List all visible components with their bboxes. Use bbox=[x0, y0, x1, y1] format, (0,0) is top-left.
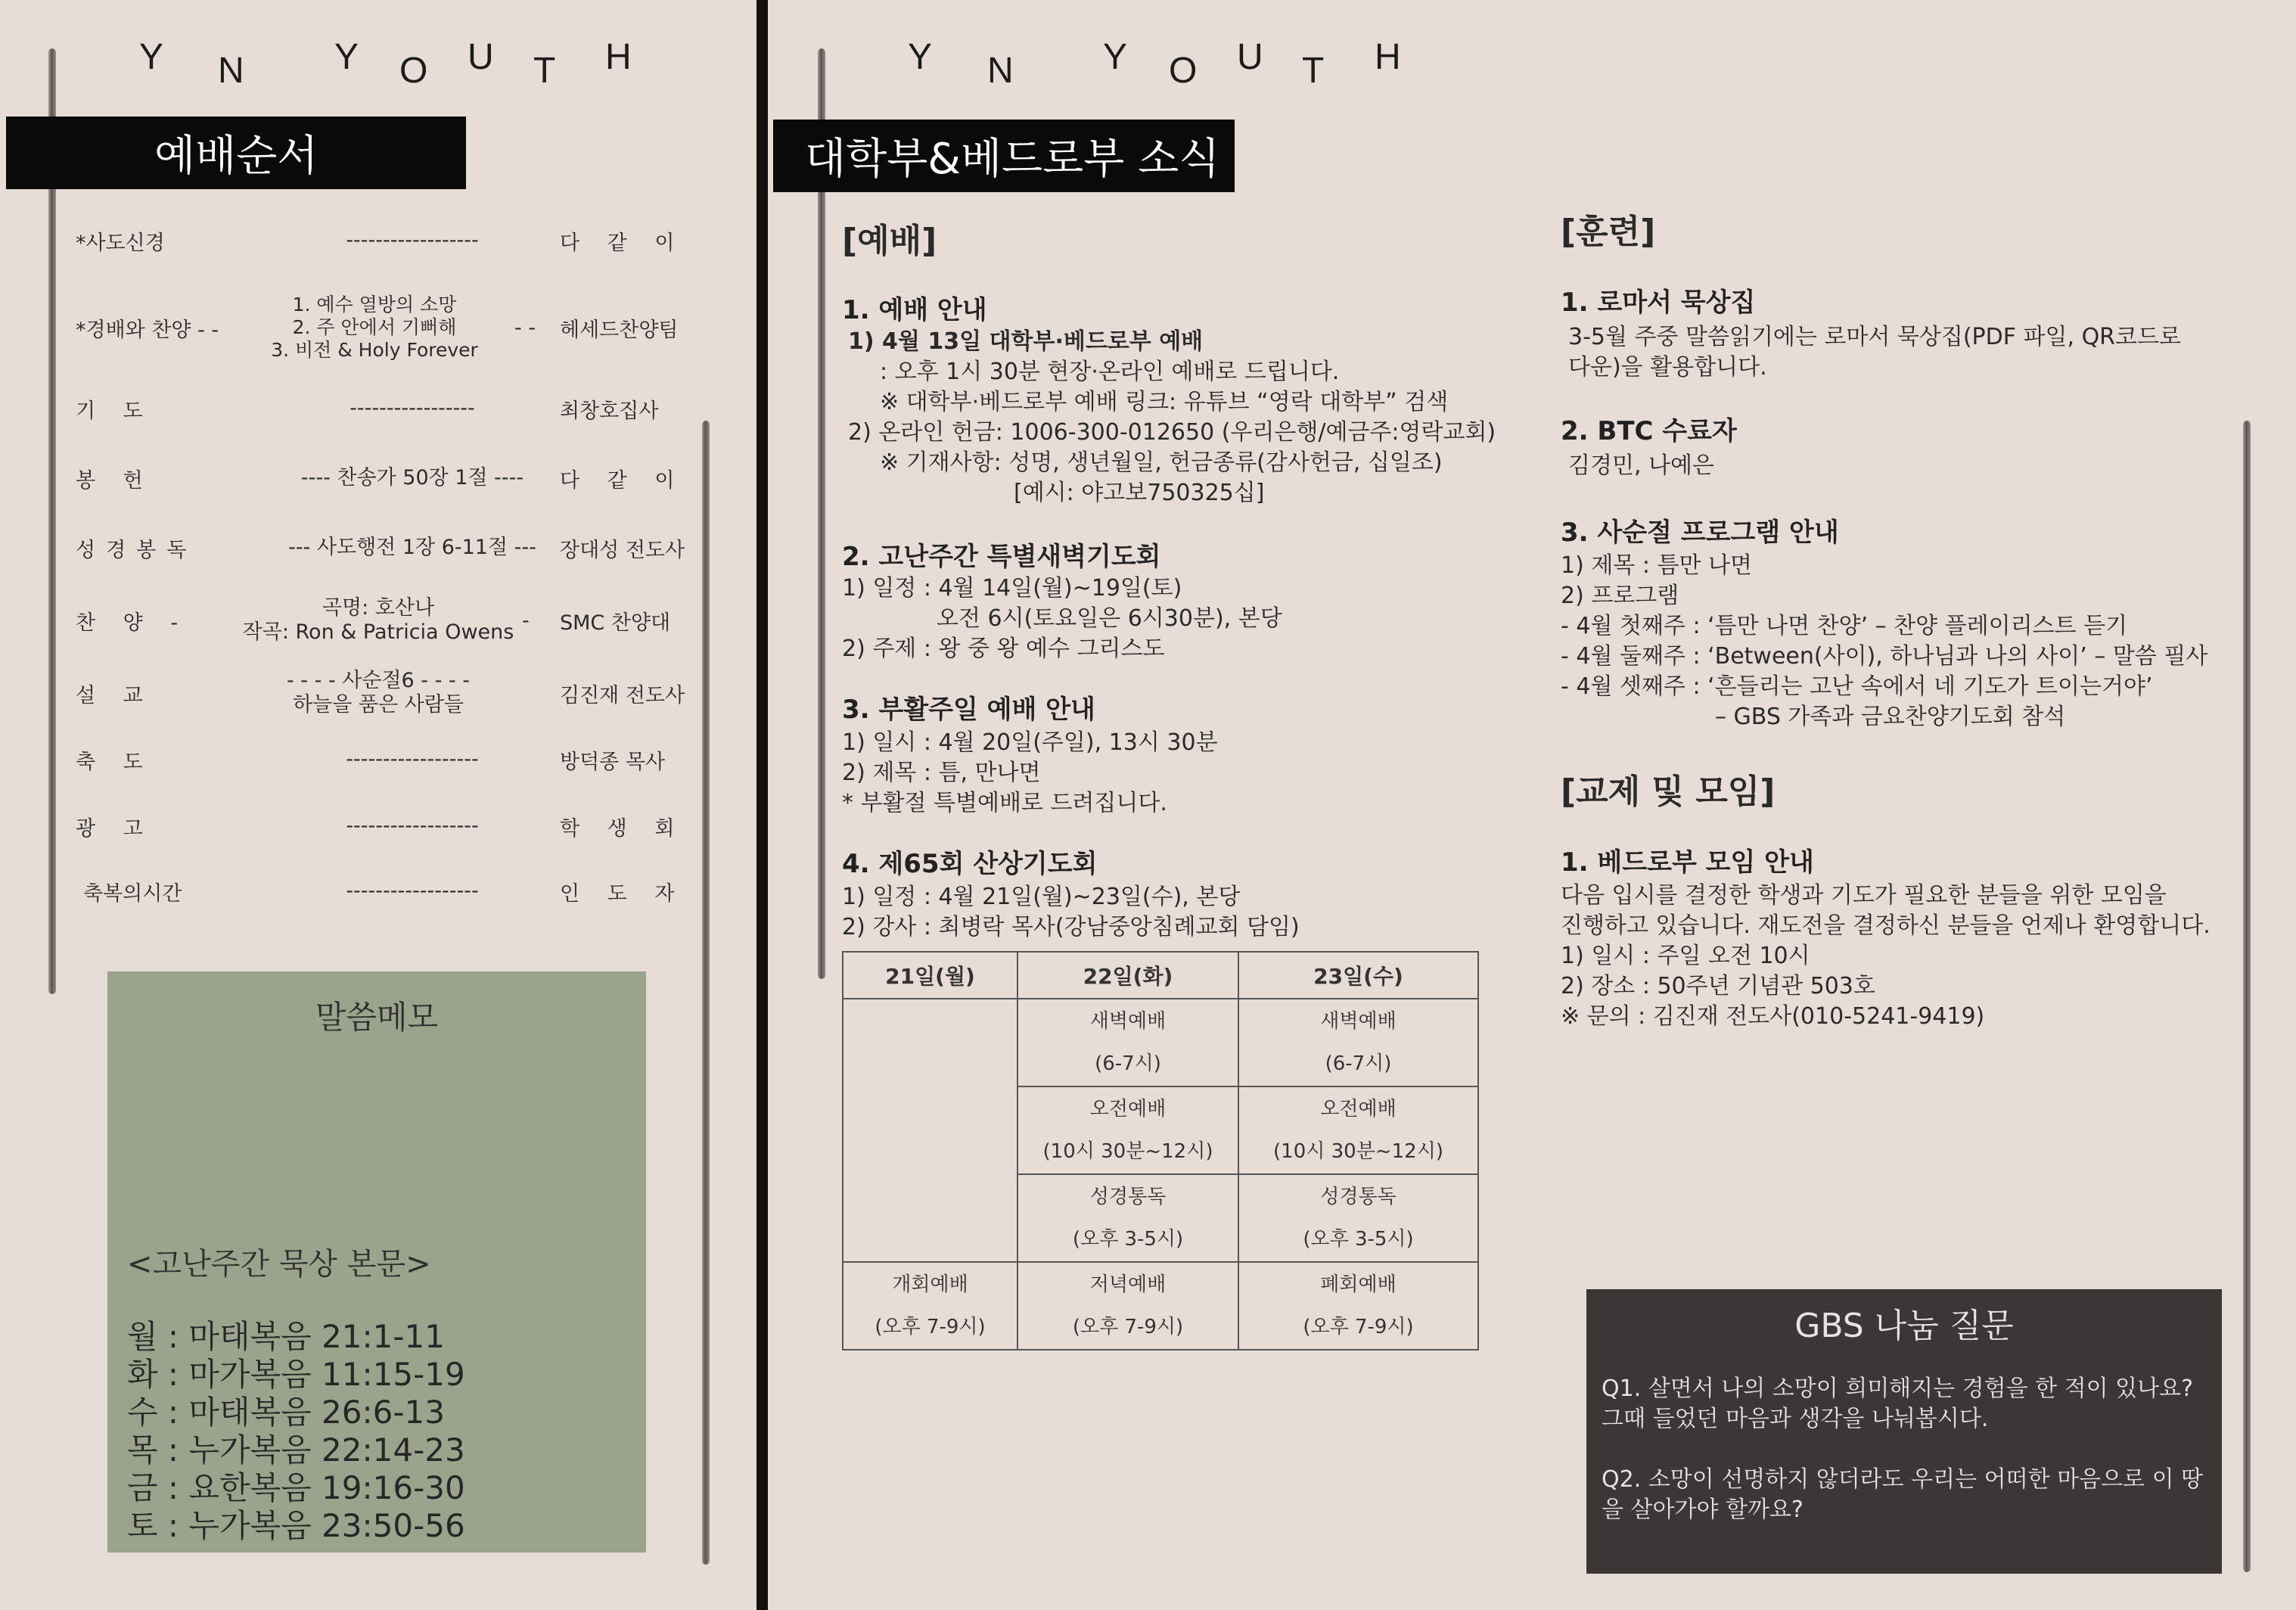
order-detail: - - - - 사순절6 - - - - 하늘을 품은 사람들 bbox=[286, 668, 471, 716]
text-line: ※ 대학부·베드로부 예배 링크: 유튜브 “영락 대학부” 검색 bbox=[880, 389, 1449, 415]
brand-letter: Y bbox=[139, 37, 164, 77]
brand-letter: O bbox=[399, 51, 428, 91]
order-leader: 학 생 회 bbox=[560, 816, 685, 841]
brand-letter: U bbox=[468, 37, 494, 77]
text-line: [예시: 야고보750325십] bbox=[1014, 480, 1265, 506]
brand-letter: T bbox=[533, 51, 556, 91]
brush-stroke bbox=[702, 421, 710, 1565]
text-line: - 4월 둘째주 : ‘Between(사이), 하나님과 나의 사이’ – 말씀 필사 bbox=[1561, 643, 2208, 670]
table-row bbox=[843, 1262, 1478, 1350]
gbs-question-box bbox=[1586, 1289, 2222, 1574]
section-title: 3. 사순절 프로그램 안내 bbox=[1561, 518, 1839, 548]
text-line: - 4월 첫째주 : ‘틈만 나면 찬양’ – 찬양 플레이리스트 듣기 bbox=[1561, 613, 2128, 639]
order-row bbox=[76, 448, 696, 508]
text-line: ※ 문의 : 김진재 전도사(010-5241-9419) bbox=[1561, 1003, 1985, 1030]
table-header: 22일(화) bbox=[1018, 952, 1238, 999]
brand-letter: Y bbox=[334, 37, 359, 77]
gbs-title: GBS 나눔 질문 bbox=[1794, 1307, 2014, 1345]
text-line: 1) 제목 : 틈만 나면 bbox=[1561, 552, 1752, 579]
order-row bbox=[76, 663, 696, 723]
order-row bbox=[76, 729, 696, 790]
text-line: 1) 일시 : 주일 오전 10시 bbox=[1561, 943, 1810, 969]
order-row bbox=[76, 590, 696, 651]
table-row bbox=[843, 999, 1478, 1086]
table-header: 23일(수) bbox=[1238, 952, 1478, 999]
worship-heading: [예배] bbox=[842, 222, 937, 260]
section-title: 2. BTC 수료자 bbox=[1561, 416, 1737, 446]
order-detail: ------------------ bbox=[346, 228, 479, 252]
order-dash: - - bbox=[514, 315, 536, 340]
brand-letter: Y bbox=[908, 37, 933, 77]
order-leader: 김진재 전도사 bbox=[560, 683, 685, 707]
memo-verse: 목 : 누가복음 22:14-23 bbox=[127, 1431, 465, 1469]
gbs-question: Q2. 소망이 선명하지 않더라도 우리는 어떠한 마음으로 이 땅 을 살아가야 할까요? bbox=[1602, 1466, 2204, 1523]
order-item: *사도신경 bbox=[76, 231, 165, 255]
order-row bbox=[76, 210, 696, 271]
brand-letter: N bbox=[218, 51, 244, 91]
order-leader: SMC 찬양대 bbox=[560, 611, 671, 635]
brand-letter: H bbox=[605, 37, 632, 77]
brand-letter: U bbox=[1237, 37, 1263, 77]
order-detail: ------------------ bbox=[346, 813, 479, 838]
text-line: 오전 6시(토요일은 6시30분), 본당 bbox=[937, 605, 1282, 632]
order-item: 찬 양 - bbox=[76, 611, 189, 635]
table-cell: 개회예배 (오후 7-9시) bbox=[843, 1262, 1018, 1350]
table-cell bbox=[843, 999, 1018, 1262]
text-line: - 4월 셋째주 : ‘흔들리는 고난 속에서 네 기도가 트이는거야’ bbox=[1561, 673, 2153, 700]
order-leader: 최창호집사 bbox=[560, 399, 659, 423]
page-divider bbox=[757, 0, 768, 1610]
table-cell: 오전예배 (10시 30분~12시) bbox=[1238, 1086, 1478, 1174]
order-detail: --- 사도행전 1장 6-11절 --- bbox=[288, 535, 536, 559]
order-row bbox=[76, 378, 696, 439]
order-leader: 헤세드찬양팀 bbox=[560, 318, 679, 342]
banner-title: 예배순서 bbox=[154, 132, 318, 181]
table-cell: 성경통독 (오후 3-5시) bbox=[1018, 1174, 1238, 1262]
fellowship-heading: [교제 및 모임] bbox=[1561, 772, 1776, 811]
table-cell: 폐회예배 (오후 7-9시) bbox=[1238, 1262, 1478, 1350]
text-line: 김경민, 나예은 bbox=[1568, 452, 1714, 479]
text-line: 2) 온라인 헌금: 1006-300-012650 (우리은행/예금주:영락교회) bbox=[848, 419, 1496, 446]
text-line: 2) 프로그램 bbox=[1561, 583, 1679, 609]
order-dash: - bbox=[522, 608, 530, 632]
text-line: : 오후 1시 30분 현장·온라인 예배로 드립니다. bbox=[880, 359, 1340, 385]
text-line: 2) 제목 : 틈, 만나면 bbox=[842, 760, 1041, 786]
memo-verse: 월 : 마태복음 21:1-11 bbox=[127, 1318, 445, 1355]
text-line: 3-5월 주중 말씀읽기에는 로마서 묵상집(PDF 파일, QR코드로 bbox=[1568, 324, 2181, 350]
order-item: 기 도 bbox=[76, 399, 154, 423]
order-detail: ------------------ bbox=[346, 747, 479, 771]
section-title: 1. 로마서 묵상집 bbox=[1561, 288, 1756, 318]
section-title: 1. 예배 안내 bbox=[842, 295, 987, 325]
text-line: * 부활절 특별예배로 드려집니다. bbox=[842, 790, 1167, 816]
worship-order-banner bbox=[6, 117, 466, 189]
memo-verse: 토 : 누가복음 23:50-56 bbox=[127, 1507, 465, 1544]
text-line: 1) 4월 13일 대학부·베드로부 예배 bbox=[848, 328, 1204, 355]
text-line: 다운)을 활용합니다. bbox=[1568, 354, 1767, 381]
text-line: 2) 강사 : 최병락 목사(강남중앙침례교회 담임) bbox=[842, 914, 1300, 940]
table-cell: 저녁예배 (오후 7-9시) bbox=[1018, 1262, 1238, 1350]
prayer-schedule-table bbox=[842, 951, 1479, 1350]
brand-letter: T bbox=[1302, 51, 1325, 91]
banner-title: 대학부&베드로부 소식 bbox=[805, 135, 1220, 184]
order-item: 성경봉독 bbox=[76, 538, 197, 562]
order-item: 광 고 bbox=[76, 816, 154, 841]
order-detail: ---- 찬송가 50장 1절 ---- bbox=[300, 465, 524, 490]
order-leader: 방덕종 목사 bbox=[560, 750, 665, 774]
text-line: 진행하고 있습니다. 재도전을 결정하신 분들을 언제나 환영합니다. bbox=[1561, 912, 2211, 939]
text-line: 1) 일시 : 4월 20일(주일), 13시 30분 bbox=[842, 729, 1218, 756]
section-title: 2. 고난주간 특별새벽기도회 bbox=[842, 542, 1161, 572]
order-row bbox=[76, 796, 696, 856]
order-detail: ------------------ bbox=[346, 878, 479, 903]
order-row bbox=[76, 861, 696, 922]
order-detail: 곡명: 호산나 작곡: Ron & Patricia Owens bbox=[242, 595, 514, 644]
order-detail: 1. 예수 열방의 소망 2. 주 안에서 기뻐해 3. 비전 & Holy Forever bbox=[271, 294, 478, 361]
training-heading: [훈련] bbox=[1561, 213, 1656, 251]
brush-stroke bbox=[48, 48, 56, 994]
table-cell: 새벽예배 (6-7시) bbox=[1238, 999, 1478, 1086]
order-leader: 다 같 이 bbox=[560, 468, 685, 493]
order-detail: ----------------- bbox=[350, 396, 475, 420]
text-line: 다음 입시를 결정한 학생과 기도가 필요한 분들을 위한 모임을 bbox=[1561, 882, 2167, 909]
order-leader: 장대성 전도사 bbox=[560, 538, 685, 562]
brand-letter: H bbox=[1375, 37, 1401, 77]
order-item: 축복의시간 bbox=[83, 881, 182, 906]
memo-verse: 수 : 마태복음 26:6-13 bbox=[127, 1394, 445, 1431]
text-line: 1) 일정 : 4월 14일(월)~19일(토) bbox=[842, 575, 1182, 601]
table-cell: 새벽예배 (6-7시) bbox=[1018, 999, 1238, 1086]
text-line: – GBS 가족과 금요찬양기도회 참석 bbox=[1715, 704, 2066, 730]
table-header: 21일(월) bbox=[843, 952, 1018, 999]
brand-letter: N bbox=[987, 51, 1014, 91]
text-line: 2) 주제 : 왕 중 왕 예수 그리스도 bbox=[842, 636, 1165, 662]
order-leader: 인 도 자 bbox=[560, 881, 685, 906]
order-item: *경배와 찬양 - - bbox=[76, 318, 219, 342]
sermon-memo-box bbox=[107, 971, 646, 1552]
table-cell: 오전예배 (10시 30분~12시) bbox=[1018, 1086, 1238, 1174]
memo-title: 말씀메모 bbox=[315, 999, 439, 1036]
section-title: 4. 제65회 산상기도회 bbox=[842, 849, 1098, 879]
brand-letter: Y bbox=[1103, 37, 1128, 77]
table-cell: 성경통독 (오후 3-5시) bbox=[1238, 1174, 1478, 1262]
order-leader: 다 같 이 bbox=[560, 231, 685, 255]
memo-verse: 화 : 마가복음 11:15-19 bbox=[127, 1356, 465, 1393]
order-item: 설 교 bbox=[76, 683, 154, 707]
order-row bbox=[76, 294, 696, 362]
brush-stroke bbox=[2243, 421, 2251, 1572]
memo-subtitle: <고난주간 묵상 본문> bbox=[127, 1247, 431, 1282]
order-item: 축 도 bbox=[76, 750, 154, 774]
left-page bbox=[0, 0, 757, 1610]
gbs-question: Q1. 살면서 나의 소망이 희미해지는 경험을 한 적이 있나요? 그때 들었던 마음과 생각을 나눠봅시다. bbox=[1602, 1375, 2194, 1432]
text-line: ※ 기재사항: 성명, 생년월일, 헌금종류(감사헌금, 십일조) bbox=[880, 449, 1443, 476]
memo-verse: 금 : 요한복음 19:16-30 bbox=[127, 1469, 465, 1506]
news-banner bbox=[773, 120, 1235, 192]
table-header-row bbox=[843, 952, 1478, 999]
text-line: 2) 장소 : 50주년 기념관 503호 bbox=[1561, 973, 1875, 999]
order-row bbox=[76, 518, 696, 578]
section-title: 1. 베드로부 모임 안내 bbox=[1561, 847, 1814, 878]
brand-letter: O bbox=[1169, 51, 1198, 91]
text-line: 1) 일정 : 4월 21일(월)~23일(수), 본당 bbox=[842, 884, 1241, 910]
section-title: 3. 부활주일 예배 안내 bbox=[842, 695, 1095, 725]
order-item: 봉 헌 bbox=[76, 468, 154, 493]
